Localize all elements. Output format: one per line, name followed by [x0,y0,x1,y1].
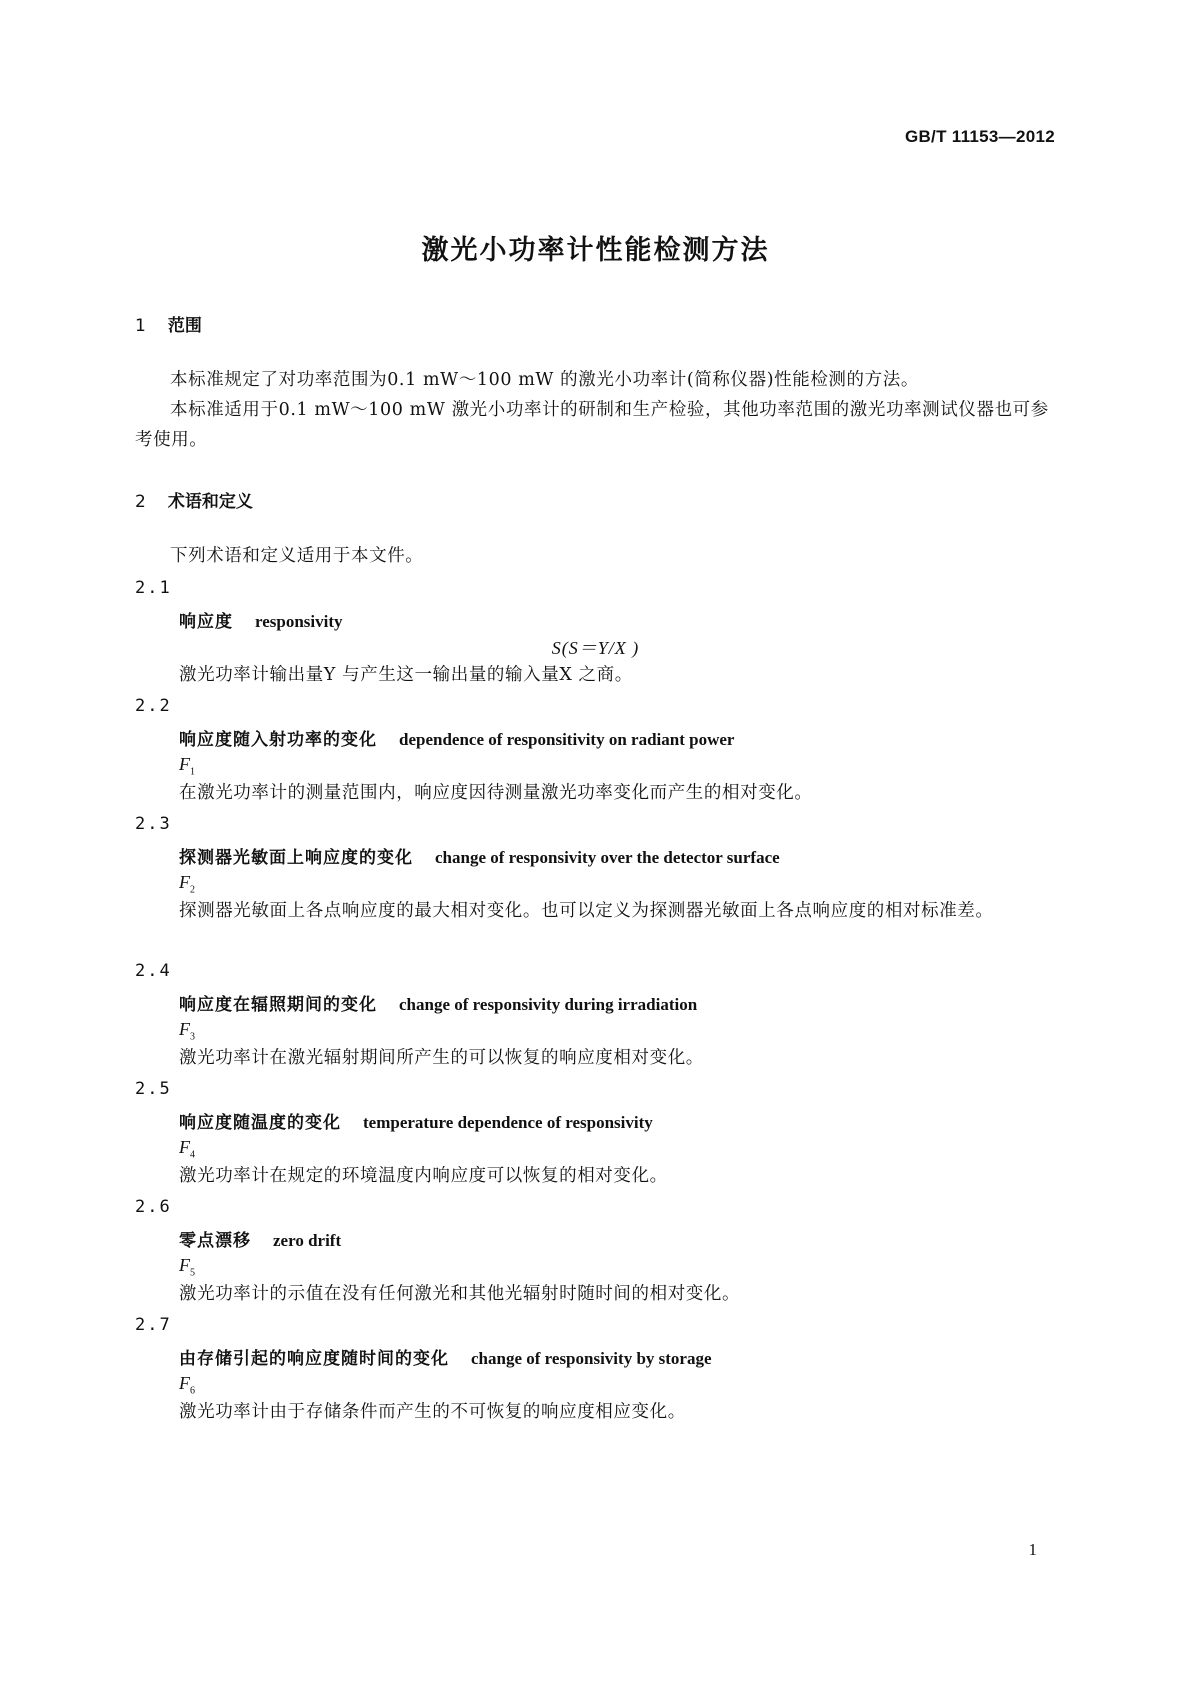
term-symbol: $F_3$ [179,1019,195,1043]
responsivity-formula: S(S＝Y/X ) [551,638,640,658]
term-definition: 激光功率计输出量Y 与产生这一输出量的输入量X 之商。 [179,665,633,685]
term-entry [179,1344,712,1369]
section-1-paragraph-1: 本标准规定了对功率范围为0.1 mW～100 mW 的激光小功率计(简称仪器)性能检测的方法。 [170,370,919,390]
term-symbol: $F_2$ [179,872,195,896]
term-zh: 响应度随温度的变化 [179,1113,341,1133]
page-number: 1 [1028,1540,1037,1559]
term-symbol: $F_5$ [179,1255,195,1279]
term-entry [179,990,697,1015]
clause-number: 2.7 [135,1315,172,1335]
term-definition: 探测器光敏面上各点响应度的最大相对变化。也可以定义为探测器光敏面上各点响应度的相对标准差。 [179,901,994,921]
term-entry [179,843,780,868]
term-definition: 激光功率计在激光辐射期间所产生的可以恢复的响应度相对变化。 [179,1048,704,1068]
term-en: responsivity [255,612,343,631]
section-1-number: 1 [135,316,146,336]
term-zh: 零点漂移 [179,1231,251,1251]
term-en: zero drift [273,1231,342,1250]
term-definition: 激光功率计的示值在没有任何激光和其他光辐射时随时间的相对变化。 [179,1284,741,1304]
term-symbol: $F_4$ [179,1137,195,1161]
term-en: change of responsivity during irradiation [399,995,698,1014]
section-1-paragraph-2: 本标准适用于0.1 mW～100 mW 激光小功率计的研制和生产检验，其他功率范围的激光功率测试仪器也可参考使用。 [135,400,1049,450]
term-entry [179,1226,341,1251]
clause-number: 2.5 [135,1079,172,1099]
term-en: change of responsivity by storage [471,1349,712,1368]
term-entry [179,725,734,750]
term-entry [179,607,343,632]
term-symbol: $F_1$ [179,754,195,778]
term-zh: 由存储引起的响应度随时间的变化 [179,1349,449,1369]
section-2-title: 术语和定义 [167,492,253,512]
term-en: dependence of responsitivity on radiant power [399,730,735,749]
term-entry [179,1108,653,1133]
term-zh: 响应度 [179,612,233,632]
clause-number: 2.2 [135,696,172,716]
document-title: 激光小功率计性能检测方法 [421,235,770,266]
section-2-number: 2 [135,492,146,512]
clause-number: 2.1 [135,578,172,598]
term-en: temperature dependence of responsivity [363,1113,653,1132]
section-1-heading [135,311,202,336]
section-2-intro: 下列术语和定义适用于本文件。 [170,546,424,566]
term-zh: 响应度随入射功率的变化 [179,730,377,750]
term-zh: 探测器光敏面上响应度的变化 [179,848,413,868]
standard-code: GB/T 11153—2012 [904,127,1055,146]
section-1-title: 范围 [167,316,202,336]
term-definition: 激光功率计在规定的环境温度内响应度可以恢复的相对变化。 [179,1166,668,1186]
term-en: change of responsivity over the detector surface [435,848,780,867]
clause-number: 2.6 [135,1197,172,1217]
term-symbol: $F_6$ [179,1373,195,1397]
term-definition: 激光功率计由于存储条件而产生的不可恢复的响应度相应变化。 [179,1402,686,1422]
term-definition: 在激光功率计的测量范围内，响应度因待测量激光功率变化而产生的相对变化。 [179,783,813,803]
clause-number: 2.3 [135,814,172,834]
clause-number: 2.4 [135,961,172,981]
term-zh: 响应度在辐照期间的变化 [179,995,377,1015]
section-2-heading [135,487,253,512]
